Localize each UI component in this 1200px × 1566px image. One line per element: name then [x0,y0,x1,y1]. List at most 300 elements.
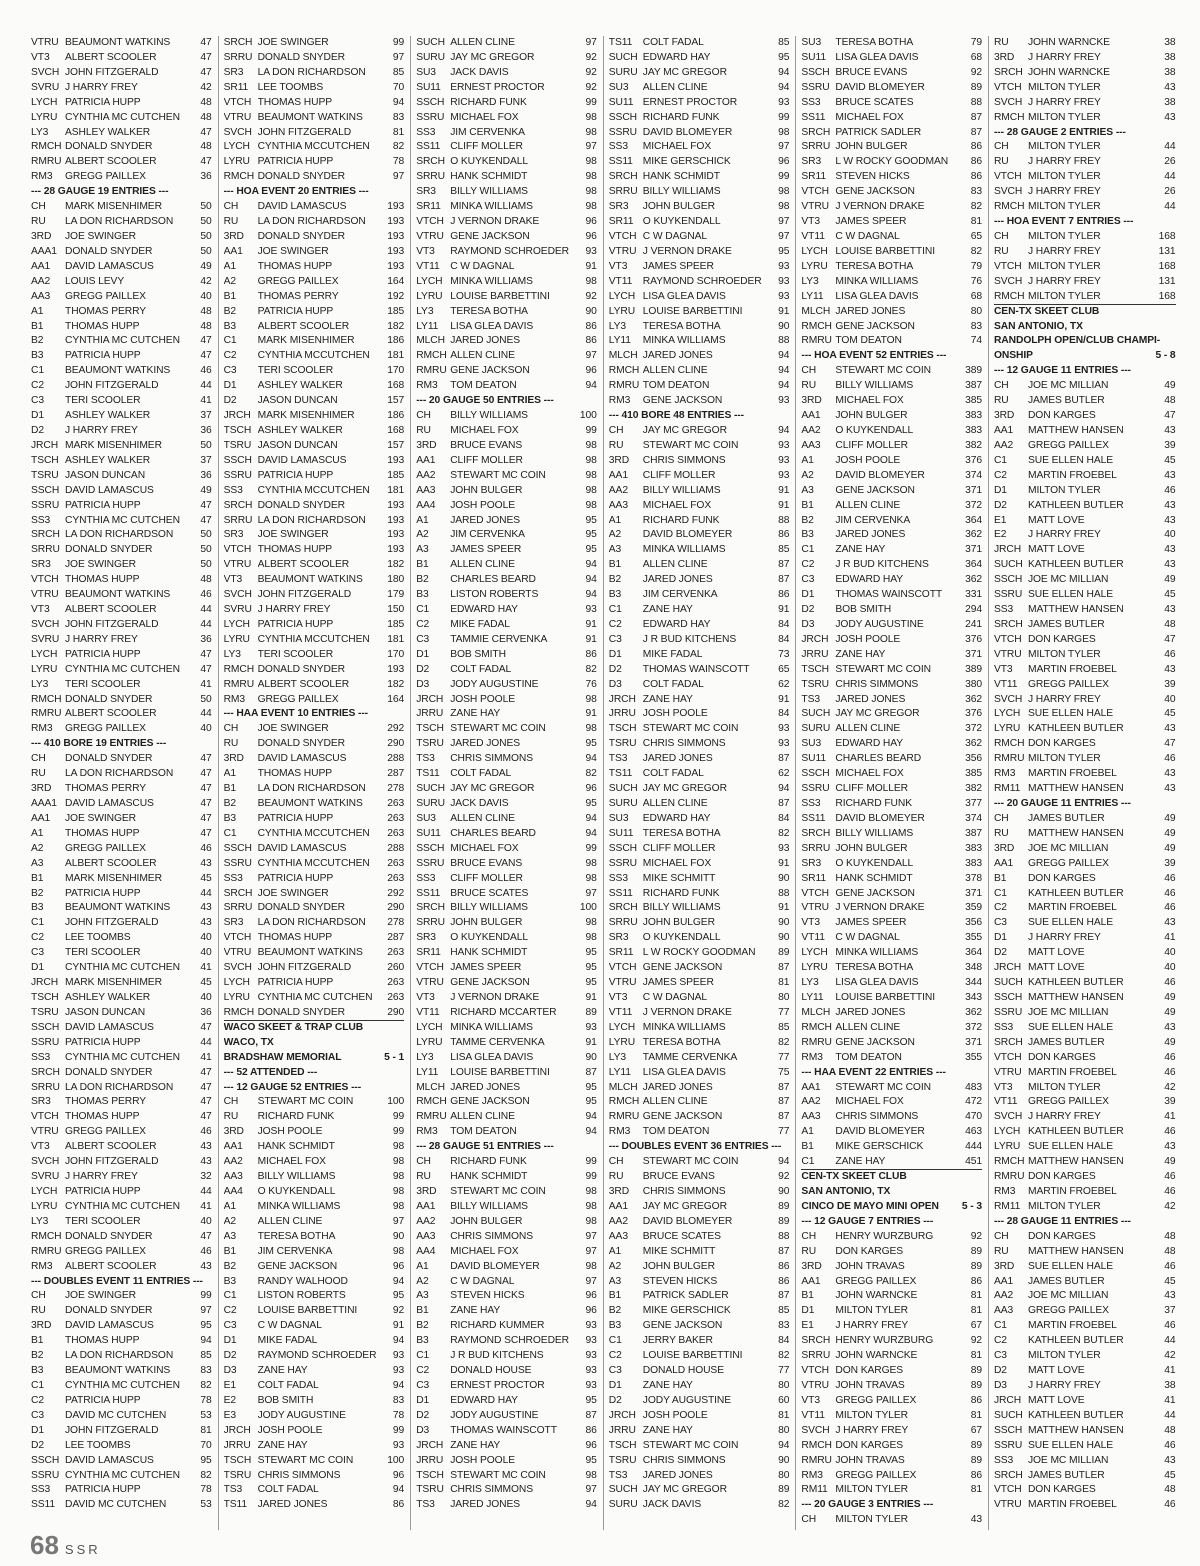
shooter-name: MICHAEL FOX [450,111,519,123]
score: 164 [387,693,405,705]
result-row [609,290,790,305]
result-row [416,126,597,141]
score: 185 [387,469,405,481]
score: 383 [965,842,982,854]
result-row [416,66,597,81]
score: 89 [970,1260,982,1272]
result-row [224,305,405,320]
result-row [609,976,790,991]
score: 168 [1158,230,1176,242]
class-code: SSRU [608,126,637,138]
result-row [416,618,597,633]
class-code: D1 [801,1305,815,1317]
class-code: TS11 [223,1499,248,1511]
class-code: C1 [993,1320,1007,1332]
class-code: SS3 [223,484,243,496]
shooter-name: STEWART MC COIN [257,1096,354,1108]
shooter-name: JOSH POOLE [835,633,901,645]
score: 98 [585,484,597,496]
score: 85 [200,1350,212,1362]
score: 86 [970,171,982,183]
score: 94 [200,1335,212,1347]
class-code: C3 [993,917,1007,929]
result-row [31,782,212,797]
result-row [224,693,405,708]
class-code: RMCH [993,1156,1025,1168]
class-code: LYCH [223,977,250,989]
class-code: C3 [608,1365,622,1377]
class-code: VTCH [801,887,830,899]
class-code: RU [993,245,1009,257]
heading-text: --- 28 GAUGE 51 ENTRIES --- [416,1141,554,1153]
score: 94 [585,1126,597,1138]
result-row [801,1379,982,1394]
score: 182 [387,678,405,690]
class-code: B1 [31,1335,44,1347]
score: 70 [392,81,405,93]
class-code: AA2 [608,1215,628,1227]
shooter-name: JOHN TRAVAS [835,1454,905,1466]
shooter-name: JAMES SPEER [642,977,714,989]
shooter-name: PATRICIA HUPP [65,96,141,108]
class-code: SUCH [993,559,1023,571]
score: 40 [1164,529,1176,541]
score: 42 [1164,1350,1176,1362]
score: 89 [970,1245,982,1257]
class-code: B2 [223,1260,236,1272]
shooter-name: JOHN FITZGERALD [65,1156,159,1168]
result-row [224,648,405,663]
section-heading [994,1215,1176,1230]
result-row [416,543,597,558]
shooter-name: J HARRY FREY [1027,1379,1101,1391]
shooter-name: JODY AUGUSTINE [450,678,539,690]
score: 46 [1164,1185,1176,1197]
result-row [31,320,212,335]
score: 46 [200,1126,212,1138]
result-row [609,126,790,141]
class-code: JRRU [223,1439,251,1451]
score: 483 [965,1081,982,1093]
result-row [994,1170,1176,1185]
shooter-name: J HARRY FREY [65,424,138,436]
class-code: SRCH [31,529,60,541]
result-row [801,678,982,693]
shooter-name: J HARRY FREY [1027,693,1101,705]
score: 49 [1164,992,1176,1003]
class-code: JRCH [801,633,829,645]
class-code: 3RD [993,1260,1015,1272]
class-code: SRCH [801,827,831,839]
result-row [609,514,790,529]
shooter-name: MATTHEW HANSEN [1027,783,1124,795]
score: 78 [200,1484,212,1496]
score: 90 [778,932,790,944]
class-code: LY3 [31,1215,49,1227]
shooter-name: BOB SMITH [450,648,506,660]
result-row [801,603,982,618]
shooter-name: BILLY WILLIAMS [835,827,914,839]
result-row [31,454,212,469]
score: 43 [200,857,212,869]
score: 383 [965,410,982,422]
shooter-name: JASON DUNCAN [257,395,338,407]
class-code: VT11 [608,1006,633,1018]
score: 98 [585,469,597,481]
result-row [31,170,212,185]
shooter-name: ZANE HAY [835,648,886,660]
shooter-name: LOUISE BARBETTINI [450,290,550,302]
class-code: SRCH [801,1335,831,1347]
score: 62 [778,678,790,690]
result-row [224,484,405,499]
shooter-name: ASHLEY WALKER [257,380,343,392]
result-row [31,1469,212,1484]
shooter-name: JODY AUGUSTINE [450,1409,539,1421]
result-row [224,1304,405,1319]
class-code: SSCH [993,992,1023,1003]
section-heading [224,1066,405,1081]
result-row [224,1245,405,1260]
class-code: SVCH [31,1156,60,1168]
class-code: 3RD [608,454,630,466]
class-code: VT11 [416,260,440,272]
result-row [416,215,597,230]
class-code: C3 [416,633,430,645]
class-code: SS11 [801,111,826,123]
section-heading [416,1140,597,1155]
result-row [609,1185,790,1200]
class-code: A1 [416,1260,429,1272]
shooter-name: ASHLEY WALKER [65,126,151,138]
score: 49 [1164,812,1176,824]
shooter-name: ALLEN CLINE [835,499,901,511]
result-row [609,916,790,931]
score: 343 [965,992,982,1003]
result-row [609,51,790,66]
score: 98 [585,454,597,466]
class-code: C2 [993,902,1007,914]
shooter-name: JAMES BUTLER [1027,1036,1105,1048]
shooter-name: CHARLES BEARD [450,827,536,839]
shooter-name: LOUISE BARBETTINI [642,305,743,317]
score: 75 [778,1066,790,1078]
score: 47 [200,499,212,511]
shooter-name: THOMAS HUPP [257,932,333,944]
score: 263 [387,857,405,869]
score: 47 [200,350,212,362]
shooter-name: DONALD SNYDER [257,230,345,242]
result-row [801,1439,982,1454]
class-code: C2 [608,1350,622,1362]
result-row [224,245,405,260]
class-code: VT3 [416,992,435,1003]
result-row [31,424,212,439]
result-row [416,364,597,379]
result-row [609,1304,790,1319]
shooter-name: MICHAEL FOX [450,1245,519,1257]
score: 37 [200,454,212,466]
score: 86 [778,589,790,601]
event-date: 5 - 8 [1155,350,1176,362]
class-code: B1 [31,320,44,332]
result-row [801,767,982,782]
result-row [31,648,212,663]
shooter-name: TOM DEATON [450,380,517,392]
shooter-name: DAVID LAMASCUS [257,753,347,765]
class-code: SRRU [608,917,638,929]
shooter-name: JOE SWINGER [257,723,329,735]
class-code: RMCH [31,141,62,153]
result-row [609,1095,790,1110]
score: 43 [1164,81,1176,93]
result-row [416,484,597,499]
class-code: AAA1 [31,245,57,257]
class-code: SSRU [31,499,60,511]
score: 94 [585,1499,597,1511]
class-code: SRRU [416,917,445,929]
shooter-name: J HARRY FREY [1027,186,1101,198]
result-row [609,349,790,364]
shooter-name: JARED JONES [450,1499,521,1511]
result-row [416,51,597,66]
shooter-name: JACK DAVIS [450,798,509,810]
shooter-name: MICHAEL FOX [642,141,712,153]
score: 94 [778,66,790,78]
class-code: C2 [31,380,44,392]
shooter-name: GREGG PAILLEX [65,723,146,735]
result-row [609,1364,790,1379]
result-row [31,1110,212,1125]
score: 82 [778,827,790,839]
score: 87 [778,1245,790,1257]
score: 371 [965,648,982,660]
result-row [801,1095,982,1110]
class-code: VT11 [801,230,825,242]
score: 94 [585,827,597,839]
result-row [416,454,597,469]
class-code: D1 [608,648,622,660]
score: 89 [970,1454,982,1466]
class-code: SRRU [801,1350,831,1362]
score: 95 [585,529,597,541]
result-row [801,469,982,484]
shooter-name: LA DON RICHARDSON [65,1081,174,1093]
score: 41 [200,1200,212,1212]
class-code: AA1 [31,260,51,272]
section-heading [31,1275,212,1290]
shooter-name: TERI SCOOLER [65,678,141,690]
result-row [609,1066,790,1081]
score: 263 [387,812,405,824]
shooter-name: TERI SCOOLER [65,395,141,407]
class-code: SR3 [416,932,436,944]
result-row [31,394,212,409]
result-row [609,618,790,633]
score: 157 [387,395,405,407]
result-row [416,1066,597,1081]
shooter-name: EDWARD HAY [450,1394,518,1406]
shooter-name: O KUYKENDALL [450,932,528,944]
class-code: C1 [993,887,1007,899]
class-code: SUCH [416,37,445,48]
shooter-name: KATHLEEN BUTLER [1027,887,1124,899]
result-row [224,1319,405,1334]
score: 43 [1164,723,1176,735]
score: 93 [585,1350,597,1362]
score: 87 [778,559,790,571]
score: 93 [778,723,790,735]
shooter-name: LA DON RICHARDSON [65,1350,174,1362]
score: 76 [585,678,597,690]
shooter-name: JOSH POOLE [257,1126,323,1138]
score: 99 [585,842,597,854]
score: 47 [200,335,212,347]
heading-text: --- 28 GAUGE 2 ENTRIES --- [993,126,1126,138]
score: 362 [965,738,982,750]
shooter-name: J HARRY FREY [65,633,138,645]
score: 46 [1164,902,1176,914]
shooter-name: J HARRY FREY [65,81,138,93]
class-code: TSCH [416,1469,444,1481]
score: 91 [585,260,597,272]
shooter-name: JAY MC GREGOR [642,1484,727,1496]
class-code: AA1 [416,1200,436,1212]
shooter-name: GENE JACKSON [835,186,915,198]
class-code: SRRU [608,186,638,198]
shooter-name: ALBERT SCOOLER [65,51,157,63]
result-row [416,379,597,394]
score: 47 [200,648,212,660]
shooter-name: MILTON TYLER [1027,648,1101,660]
class-code: SSCH [223,842,252,854]
score: 97 [585,1275,597,1287]
class-code: LYRU [31,1200,58,1212]
section-heading [224,707,405,722]
shooter-name: MARTIN FROEBEL [1027,1499,1117,1511]
class-code: SRCH [31,1066,60,1078]
class-code: B3 [223,812,236,824]
shooter-name: JOSH POOLE [450,1454,515,1466]
result-row [224,454,405,469]
score: 99 [778,171,790,183]
shooter-name: JOE MC MILLIAN [1027,380,1109,392]
result-row [801,305,982,320]
shooter-name: STEWART MC COIN [835,1081,931,1093]
result-row [801,245,982,260]
shooter-name: KATHLEEN BUTLER [1027,1409,1124,1421]
heading-text: --- 12 GAUGE 11 ENTRIES --- [993,365,1131,377]
class-code: SRRU [223,51,253,63]
shooter-name: DONALD SNYDER [257,738,345,750]
class-code: 3RD [801,1260,822,1272]
shooter-name: JOHN BULGER [835,410,908,422]
score: 80 [778,1424,790,1436]
class-code: B1 [801,1290,814,1302]
class-code: VTCH [31,1111,59,1123]
score: 94 [778,365,790,377]
class-code: SUCH [801,708,831,720]
score: 86 [970,1275,982,1287]
shooter-name: BILLY WILLIAMS [642,484,721,496]
class-code: TSCH [416,723,444,735]
shooter-name: DONALD SNYDER [65,693,153,705]
result-row [994,290,1176,305]
score: 43 [1164,768,1176,780]
shooter-name: MATT LOVE [1027,1394,1085,1406]
class-code: B3 [223,1275,236,1287]
score: 86 [778,1275,790,1287]
score: 100 [387,1454,405,1466]
score: 98 [778,126,790,138]
class-code: SS3 [608,141,628,153]
result-row [609,185,790,200]
result-row [801,409,982,424]
class-code: C1 [993,454,1007,466]
shooter-name: JOHN BULGER [835,141,908,153]
score: 260 [387,962,405,974]
score: 98 [392,1185,405,1197]
result-row [609,1409,790,1424]
score: 85 [778,1021,790,1033]
result-row [994,1394,1176,1409]
result-row [416,1289,597,1304]
score: 81 [970,1305,982,1317]
shooter-name: DONALD SNYDER [65,1230,153,1242]
result-row [31,245,212,260]
score: 93 [778,260,790,272]
class-code: SRCH [223,499,253,511]
score: 97 [392,171,405,183]
result-row [416,827,597,842]
result-row [609,1379,790,1394]
class-code: LYRU [223,156,250,168]
class-code: VTCH [993,1484,1022,1496]
shooter-name: LISA GLEA DAVIS [835,290,919,302]
result-row [994,991,1176,1006]
result-row [416,1155,597,1170]
class-code: SRRU [31,544,60,556]
class-code: SR11 [223,81,249,93]
score: 383 [965,857,982,869]
shooter-name: MICHAEL FOX [835,111,904,123]
result-row [609,96,790,111]
class-code: RM3 [801,1469,823,1481]
shooter-name: CYNTHIA MC CUTCHEN [65,1469,180,1481]
class-code: 3RD [993,410,1015,422]
result-row [224,588,405,603]
shooter-name: MIKE FADAL [257,1335,318,1347]
shooter-name: DAVID BLOMEYER [835,812,925,824]
shooter-name: CYNTHIA MCCUTCHEN [257,827,370,839]
shooter-name: MICHAEL FOX [450,842,519,854]
score: 93 [392,1350,405,1362]
class-code: CH [223,723,239,735]
score: 45 [1164,589,1176,601]
result-row [994,1439,1176,1454]
shooter-name: BRUCE SCATES [450,887,529,899]
score: 39 [1164,678,1176,690]
shooter-name: PATRICIA HUPP [257,618,334,630]
class-code: MLCH [801,305,831,317]
result-row [224,1454,405,1469]
score: 91 [778,857,790,869]
shooter-name: SUE ELLEN HALE [1027,589,1113,601]
shooter-name: BILLY WILLIAMS [642,186,721,198]
score: 91 [778,305,790,317]
score: 376 [965,708,982,720]
shooter-name: MATT LOVE [1027,947,1085,959]
